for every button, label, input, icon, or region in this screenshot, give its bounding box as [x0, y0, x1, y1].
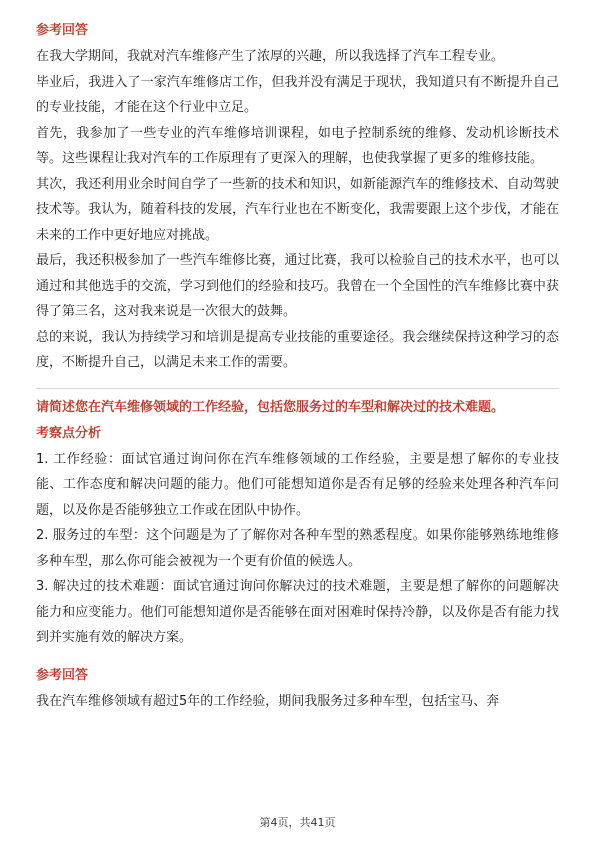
answer-paragraph: 其次，我还利用业余时间自学了一些新的技术和知识，如新能源汽车的维修技术、自动驾驶技术等。我认为，随着科技的发展，汽车行业也在不断变化，我需要跟上这个步伐，才能在未来的工作中更好地应对挑战。 [36, 176, 559, 243]
interview-question: 请简述您在汽车维修领域的工作经验，包括您服务过的车型和解决过的技术难题。 [36, 399, 505, 415]
page-number: 第4页，共41页 [259, 816, 336, 829]
reference-answer-heading: 参考回答 [36, 23, 89, 38]
spacer [36, 651, 559, 665]
reference-answer-heading: 参考回答 [36, 667, 89, 683]
answer-paragraph: 在我大学期间，我就对汽车维修产生了浓厚的兴趣，所以我选择了汽车工程专业。 [36, 49, 505, 64]
answer-paragraph: 总的来说，我认为持续学习和培训是提高专业技能的重要途径。我会继续保持这种学习的态度，不断提升自己，以满足未来工作的需要。 [36, 329, 559, 370]
answer-paragraph: 我在汽车维修领域有超过5年的工作经验，期间我服务过多种车型，包括宝马、奔 [36, 693, 500, 709]
answer-paragraph: 最后，我还积极参加了一些汽车维修比赛，通过比赛，我可以检验自己的技术水平，也可以通过和其他选手的交流，学习到他们的经验和技巧。我曾在一个全国性的汽车维修比赛中获得了第三名，这对我来说是一次很大的鼓舞。 [36, 253, 559, 319]
analysis-point: 1. 工作经验：面试官通过询问你在汽车维修领域的工作经验，主要是想了解你的专业技能、工作态度和解决问题的能力。他们可能想知道你是否有足够的经验来处理各种汽车问题，以及你是否能够独立工作或在团队中协作。 [36, 451, 559, 518]
analysis-point: 2. 服务过的车型：这个问题是为了了解你对各种车型的熟悉程度。如果你能够熟练地维修多种车型，那么你可能会被视为一个更有价值的候选人。 [36, 528, 559, 569]
answer-paragraph: 毕业后，我进入了一家汽车维修店工作，但我并没有满足于现状，我知道只有不断提升自己的专业技能，才能在这个行业中立足。 [36, 74, 559, 115]
page-content [36, 20, 559, 714]
analysis-heading: 考察点分析 [36, 425, 102, 441]
analysis-point: 3. 解决过的技术难题：面试官通过询问你解决过的技术难题，主要是想了解你的问题解决能力和应变能力。他们可能想知道你是否能够在面对困难时保持冷静，以及你是否有能力找到并实施有效的解决方案。 [36, 579, 559, 645]
answer-paragraph: 首先，我参加了一些专业的汽车维修培训课程，如电子控制系统的维修、发动机诊断技术等。这些课程让我对汽车的工作原理有了更深入的理解，也使我掌握了更多的维修技能。 [36, 125, 559, 166]
section-divider [36, 388, 559, 389]
